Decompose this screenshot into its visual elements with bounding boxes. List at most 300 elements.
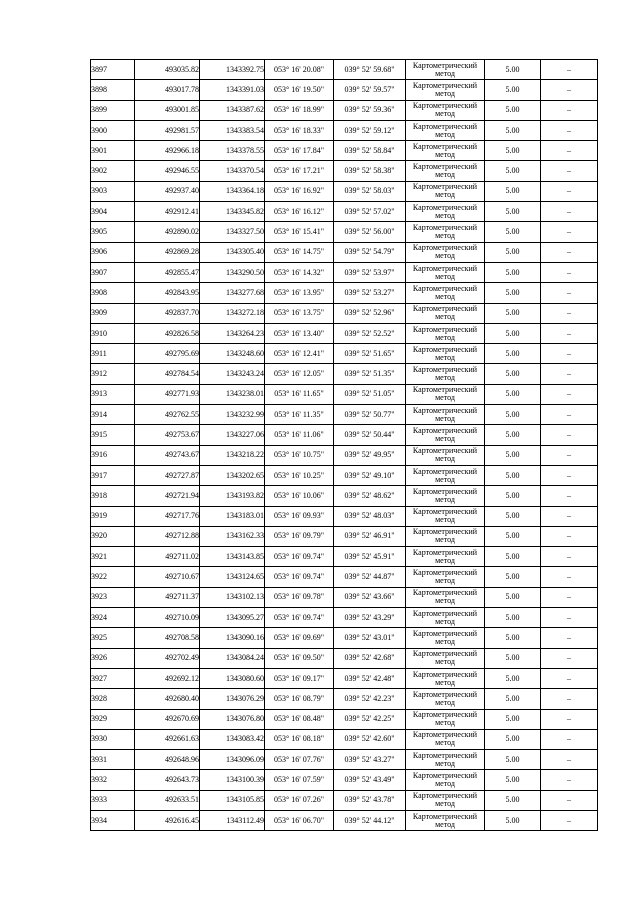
accuracy-cell: 5.00 <box>485 100 541 120</box>
table-row <box>91 547 598 567</box>
latitude-cell: 053° 16' 09.50" <box>265 648 334 668</box>
point-number-cell: 3904 <box>91 202 135 222</box>
table-row <box>91 648 598 668</box>
latitude-cell: 053° 16' 11.06" <box>265 425 334 445</box>
table-row <box>91 506 598 526</box>
latitude-cell: 053° 16' 14.75" <box>265 242 334 262</box>
y-coordinate-cell: 1343227.06 <box>200 425 265 445</box>
longitude-cell: 039° 52' 48.62" <box>334 486 406 506</box>
accuracy-cell: 5.00 <box>485 283 541 303</box>
longitude-cell: 039° 52' 43.29" <box>334 608 406 628</box>
method-cell <box>406 587 485 607</box>
method-line1: Картометрический <box>412 385 478 395</box>
method-line1: Картометрический <box>412 405 478 415</box>
note-cell: – <box>541 628 598 648</box>
method-cell <box>406 323 485 343</box>
note-cell: – <box>541 810 598 830</box>
note-cell: – <box>541 384 598 404</box>
point-number-cell: 3926 <box>91 648 135 668</box>
note-cell: – <box>541 364 598 384</box>
accuracy-cell: 5.00 <box>485 729 541 749</box>
y-coordinate-cell: 1343232.99 <box>200 405 265 425</box>
accuracy-cell: 5.00 <box>485 689 541 709</box>
method-cell <box>406 384 485 404</box>
method-cell <box>406 608 485 628</box>
table-row <box>91 628 598 648</box>
method-cell <box>406 120 485 140</box>
latitude-cell: 053° 16' 11.65" <box>265 384 334 404</box>
x-coordinate-cell: 492727.87 <box>135 465 200 485</box>
point-number-cell: 3898 <box>91 80 135 100</box>
method-line2: метод <box>435 677 455 687</box>
method-cell <box>406 709 485 729</box>
latitude-cell: 053° 16' 09.79" <box>265 526 334 546</box>
method-cell <box>406 60 485 80</box>
note-cell: – <box>541 770 598 790</box>
table-body <box>91 60 598 831</box>
method-cell <box>406 141 485 161</box>
method-line2: метод <box>435 68 455 78</box>
accuracy-cell: 5.00 <box>485 242 541 262</box>
table-row <box>91 161 598 181</box>
point-number-cell: 3922 <box>91 567 135 587</box>
point-number-cell: 3912 <box>91 364 135 384</box>
point-number-cell: 3897 <box>91 60 135 80</box>
longitude-cell: 039° 52' 46.91" <box>334 526 406 546</box>
note-cell: – <box>541 120 598 140</box>
note-cell: – <box>541 506 598 526</box>
accuracy-cell: 5.00 <box>485 547 541 567</box>
table-row <box>91 283 598 303</box>
method-line2: метод <box>435 129 455 139</box>
x-coordinate-cell: 492670.69 <box>135 709 200 729</box>
longitude-cell: 039° 52' 53.97" <box>334 262 406 282</box>
x-coordinate-cell: 492937.40 <box>135 181 200 201</box>
latitude-cell: 053° 16' 13.95" <box>265 283 334 303</box>
point-number-cell: 3913 <box>91 384 135 404</box>
method-cell <box>406 750 485 770</box>
accuracy-cell: 5.00 <box>485 587 541 607</box>
point-number-cell: 3921 <box>91 547 135 567</box>
point-number-cell: 3924 <box>91 608 135 628</box>
accuracy-cell: 5.00 <box>485 141 541 161</box>
accuracy-cell: 5.00 <box>485 465 541 485</box>
latitude-cell: 053° 16' 10.75" <box>265 445 334 465</box>
method-cell <box>406 628 485 648</box>
x-coordinate-cell: 492795.69 <box>135 344 200 364</box>
x-coordinate-cell: 492721.94 <box>135 486 200 506</box>
longitude-cell: 039° 52' 51.05" <box>334 384 406 404</box>
note-cell: – <box>541 202 598 222</box>
point-number-cell: 3907 <box>91 262 135 282</box>
y-coordinate-cell: 1343202.65 <box>200 465 265 485</box>
accuracy-cell: 5.00 <box>485 364 541 384</box>
y-coordinate-cell: 1343100.39 <box>200 770 265 790</box>
accuracy-cell: 5.00 <box>485 161 541 181</box>
method-line1: Картометрический <box>412 60 478 70</box>
longitude-cell: 039° 52' 58.38" <box>334 161 406 181</box>
accuracy-cell: 5.00 <box>485 770 541 790</box>
accuracy-cell: 5.00 <box>485 60 541 80</box>
x-coordinate-cell: 492981.57 <box>135 120 200 140</box>
x-coordinate-cell: 492616.45 <box>135 810 200 830</box>
y-coordinate-cell: 1343084.24 <box>200 648 265 668</box>
point-number-cell: 3905 <box>91 222 135 242</box>
longitude-cell: 039° 52' 58.03" <box>334 181 406 201</box>
y-coordinate-cell: 1343243.24 <box>200 364 265 384</box>
x-coordinate-cell: 492643.73 <box>135 770 200 790</box>
accuracy-cell: 5.00 <box>485 810 541 830</box>
accuracy-cell: 5.00 <box>485 202 541 222</box>
accuracy-cell: 5.00 <box>485 425 541 445</box>
point-number-cell: 3933 <box>91 790 135 810</box>
y-coordinate-cell: 1343193.82 <box>200 486 265 506</box>
method-line1: Картометрический <box>412 223 478 233</box>
x-coordinate-cell: 492784.54 <box>135 364 200 384</box>
point-number-cell: 3928 <box>91 689 135 709</box>
method-line2: метод <box>435 149 455 159</box>
method-cell <box>406 161 485 181</box>
method-cell <box>406 567 485 587</box>
method-line1: Картометрический <box>412 263 478 273</box>
method-cell <box>406 303 485 323</box>
accuracy-cell: 5.00 <box>485 384 541 404</box>
longitude-cell: 039° 52' 58.84" <box>334 141 406 161</box>
method-line1: Картометрический <box>412 344 478 354</box>
accuracy-cell: 5.00 <box>485 628 541 648</box>
latitude-cell: 053° 16' 20.08" <box>265 60 334 80</box>
longitude-cell: 039° 52' 43.27" <box>334 750 406 770</box>
x-coordinate-cell: 492890.02 <box>135 222 200 242</box>
method-line1: Картометрический <box>412 608 478 618</box>
table-row <box>91 790 598 810</box>
latitude-cell: 053° 16' 09.74" <box>265 608 334 628</box>
point-number-cell: 3934 <box>91 810 135 830</box>
point-number-cell: 3909 <box>91 303 135 323</box>
x-coordinate-cell: 492680.40 <box>135 689 200 709</box>
accuracy-cell: 5.00 <box>485 181 541 201</box>
point-number-cell: 3900 <box>91 120 135 140</box>
method-line1: Картометрический <box>412 811 478 821</box>
latitude-cell: 053° 16' 16.92" <box>265 181 334 201</box>
latitude-cell: 053° 16' 09.69" <box>265 628 334 648</box>
method-cell <box>406 689 485 709</box>
method-line2: метод <box>435 535 455 545</box>
point-number-cell: 3923 <box>91 587 135 607</box>
note-cell: – <box>541 262 598 282</box>
table-row <box>91 770 598 790</box>
point-number-cell: 3917 <box>91 465 135 485</box>
table-row <box>91 202 598 222</box>
method-line1: Картометрический <box>412 750 478 760</box>
y-coordinate-cell: 1343183.01 <box>200 506 265 526</box>
longitude-cell: 039° 52' 43.66" <box>334 587 406 607</box>
method-line1: Картометрический <box>412 486 478 496</box>
table-row <box>91 181 598 201</box>
longitude-cell: 039° 52' 52.52" <box>334 323 406 343</box>
y-coordinate-cell: 1343124.65 <box>200 567 265 587</box>
method-line1: Картометрический <box>412 689 478 699</box>
latitude-cell: 053° 16' 17.84" <box>265 141 334 161</box>
accuracy-cell: 5.00 <box>485 709 541 729</box>
point-number-cell: 3919 <box>91 506 135 526</box>
table-row <box>91 425 598 445</box>
longitude-cell: 039° 52' 42.23" <box>334 689 406 709</box>
y-coordinate-cell: 1343096.09 <box>200 750 265 770</box>
note-cell: – <box>541 323 598 343</box>
x-coordinate-cell: 492661.63 <box>135 729 200 749</box>
method-line2: метод <box>435 291 455 301</box>
method-cell <box>406 405 485 425</box>
y-coordinate-cell: 1343238.01 <box>200 384 265 404</box>
method-line2: метод <box>435 190 455 200</box>
y-coordinate-cell: 1343327.50 <box>200 222 265 242</box>
table-row <box>91 344 598 364</box>
accuracy-cell: 5.00 <box>485 80 541 100</box>
method-line1: Картометрический <box>412 425 478 435</box>
x-coordinate-cell: 492912.41 <box>135 202 200 222</box>
y-coordinate-cell: 1343218.22 <box>200 445 265 465</box>
method-line2: метод <box>435 251 455 261</box>
y-coordinate-cell: 1343143.85 <box>200 547 265 567</box>
method-cell <box>406 100 485 120</box>
method-cell <box>406 668 485 688</box>
point-number-cell: 3908 <box>91 283 135 303</box>
method-cell <box>406 425 485 445</box>
y-coordinate-cell: 1343162.33 <box>200 526 265 546</box>
accuracy-cell: 5.00 <box>485 506 541 526</box>
method-line2: метод <box>435 718 455 728</box>
method-line1: Картометрический <box>412 283 478 293</box>
method-line2: метод <box>435 231 455 241</box>
accuracy-cell: 5.00 <box>485 303 541 323</box>
longitude-cell: 039° 52' 42.60" <box>334 729 406 749</box>
latitude-cell: 053° 16' 09.74" <box>265 547 334 567</box>
longitude-cell: 039° 52' 49.10" <box>334 465 406 485</box>
method-line2: метод <box>435 636 455 646</box>
method-line1: Картометрический <box>412 446 478 456</box>
y-coordinate-cell: 1343392.75 <box>200 60 265 80</box>
longitude-cell: 039° 52' 48.03" <box>334 506 406 526</box>
x-coordinate-cell: 492966.18 <box>135 141 200 161</box>
x-coordinate-cell: 492843.95 <box>135 283 200 303</box>
table-row <box>91 120 598 140</box>
latitude-cell: 053° 16' 08.79" <box>265 689 334 709</box>
y-coordinate-cell: 1343387.62 <box>200 100 265 120</box>
point-number-cell: 3903 <box>91 181 135 201</box>
y-coordinate-cell: 1343378.55 <box>200 141 265 161</box>
note-cell: – <box>541 729 598 749</box>
note-cell: – <box>541 750 598 770</box>
method-line2: метод <box>435 494 455 504</box>
point-number-cell: 3901 <box>91 141 135 161</box>
longitude-cell: 039° 52' 51.35" <box>334 364 406 384</box>
method-line1: Картометрический <box>412 243 478 253</box>
note-cell: – <box>541 181 598 201</box>
y-coordinate-cell: 1343391.03 <box>200 80 265 100</box>
accuracy-cell: 5.00 <box>485 526 541 546</box>
method-cell <box>406 80 485 100</box>
latitude-cell: 053° 16' 15.41" <box>265 222 334 242</box>
note-cell: – <box>541 303 598 323</box>
y-coordinate-cell: 1343264.23 <box>200 323 265 343</box>
method-line2: метод <box>435 555 455 565</box>
method-line1: Картометрический <box>412 771 478 781</box>
method-line2: метод <box>435 170 455 180</box>
accuracy-cell: 5.00 <box>485 405 541 425</box>
accuracy-cell: 5.00 <box>485 668 541 688</box>
note-cell: – <box>541 587 598 607</box>
x-coordinate-cell: 492771.93 <box>135 384 200 404</box>
table-row <box>91 445 598 465</box>
latitude-cell: 053° 16' 18.99" <box>265 100 334 120</box>
longitude-cell: 039° 52' 44.12" <box>334 810 406 830</box>
longitude-cell: 039° 52' 42.48" <box>334 668 406 688</box>
latitude-cell: 053° 16' 17.21" <box>265 161 334 181</box>
latitude-cell: 053° 16' 08.48" <box>265 709 334 729</box>
table-row <box>91 364 598 384</box>
method-line2: метод <box>435 799 455 809</box>
method-line2: метод <box>435 616 455 626</box>
y-coordinate-cell: 1343345.82 <box>200 202 265 222</box>
table-row <box>91 567 598 587</box>
table-row <box>91 100 598 120</box>
point-number-cell: 3899 <box>91 100 135 120</box>
y-coordinate-cell: 1343105.85 <box>200 790 265 810</box>
method-line2: метод <box>435 779 455 789</box>
x-coordinate-cell: 492648.96 <box>135 750 200 770</box>
note-cell: – <box>541 344 598 364</box>
point-number-cell: 3931 <box>91 750 135 770</box>
method-line2: метод <box>435 271 455 281</box>
method-line1: Картометрический <box>412 162 478 172</box>
coordinates-table <box>90 59 598 831</box>
table-row <box>91 80 598 100</box>
y-coordinate-cell: 1343090.16 <box>200 628 265 648</box>
y-coordinate-cell: 1343076.80 <box>200 709 265 729</box>
accuracy-cell: 5.00 <box>485 120 541 140</box>
method-line1: Картометрический <box>412 710 478 720</box>
method-cell <box>406 770 485 790</box>
method-line1: Картометрический <box>412 568 478 578</box>
method-line1: Картометрический <box>412 649 478 659</box>
method-cell <box>406 181 485 201</box>
x-coordinate-cell: 492710.67 <box>135 567 200 587</box>
longitude-cell: 039° 52' 42.25" <box>334 709 406 729</box>
latitude-cell: 053° 16' 06.70" <box>265 810 334 830</box>
accuracy-cell: 5.00 <box>485 567 541 587</box>
accuracy-cell: 5.00 <box>485 344 541 364</box>
table-row <box>91 242 598 262</box>
note-cell: – <box>541 100 598 120</box>
x-coordinate-cell: 492743.67 <box>135 445 200 465</box>
point-number-cell: 3920 <box>91 526 135 546</box>
method-line1: Картометрический <box>412 628 478 638</box>
method-line2: метод <box>435 454 455 464</box>
point-number-cell: 3914 <box>91 405 135 425</box>
x-coordinate-cell: 492717.76 <box>135 506 200 526</box>
table-row <box>91 750 598 770</box>
table-row <box>91 689 598 709</box>
method-line2: метод <box>435 433 455 443</box>
y-coordinate-cell: 1343370.54 <box>200 161 265 181</box>
method-line2: метод <box>435 332 455 342</box>
method-line1: Картометрический <box>412 101 478 111</box>
accuracy-cell: 5.00 <box>485 445 541 465</box>
method-line2: метод <box>435 697 455 707</box>
longitude-cell: 039° 52' 59.57" <box>334 80 406 100</box>
latitude-cell: 053° 16' 08.18" <box>265 729 334 749</box>
latitude-cell: 053° 16' 13.40" <box>265 323 334 343</box>
y-coordinate-cell: 1343102.13 <box>200 587 265 607</box>
longitude-cell: 039° 52' 43.01" <box>334 628 406 648</box>
method-line1: Картометрический <box>412 791 478 801</box>
method-line1: Картометрический <box>412 547 478 557</box>
method-cell <box>406 202 485 222</box>
table-row <box>91 222 598 242</box>
latitude-cell: 053° 16' 10.06" <box>265 486 334 506</box>
longitude-cell: 039° 52' 49.95" <box>334 445 406 465</box>
method-line2: метод <box>435 413 455 423</box>
method-line2: метод <box>435 738 455 748</box>
method-line2: метод <box>435 758 455 768</box>
y-coordinate-cell: 1343080.60 <box>200 668 265 688</box>
table-row <box>91 323 598 343</box>
method-cell <box>406 364 485 384</box>
method-cell <box>406 222 485 242</box>
method-line1: Картометрический <box>412 527 478 537</box>
table-row <box>91 303 598 323</box>
method-line1: Картометрический <box>412 466 478 476</box>
method-line2: метод <box>435 515 455 525</box>
point-number-cell: 3929 <box>91 709 135 729</box>
longitude-cell: 039° 52' 43.78" <box>334 790 406 810</box>
table-row <box>91 384 598 404</box>
accuracy-cell: 5.00 <box>485 323 541 343</box>
note-cell: – <box>541 283 598 303</box>
method-line1: Картометрический <box>412 730 478 740</box>
longitude-cell: 039° 52' 50.44" <box>334 425 406 445</box>
method-line2: метод <box>435 210 455 220</box>
method-line2: метод <box>435 373 455 383</box>
longitude-cell: 039° 52' 59.68" <box>334 60 406 80</box>
table-row <box>91 60 598 80</box>
latitude-cell: 053° 16' 14.32" <box>265 262 334 282</box>
longitude-cell: 039° 52' 42.68" <box>334 648 406 668</box>
latitude-cell: 053° 16' 07.59" <box>265 770 334 790</box>
method-cell <box>406 344 485 364</box>
note-cell: – <box>541 222 598 242</box>
x-coordinate-cell: 492855.47 <box>135 262 200 282</box>
y-coordinate-cell: 1343076.29 <box>200 689 265 709</box>
method-cell <box>406 242 485 262</box>
method-line1: Картометрический <box>412 507 478 517</box>
point-number-cell: 3911 <box>91 344 135 364</box>
longitude-cell: 039° 52' 50.77" <box>334 405 406 425</box>
table-row <box>91 587 598 607</box>
y-coordinate-cell: 1343277.68 <box>200 283 265 303</box>
latitude-cell: 053° 16' 12.05" <box>265 364 334 384</box>
note-cell: – <box>541 790 598 810</box>
latitude-cell: 053° 16' 10.25" <box>265 465 334 485</box>
y-coordinate-cell: 1343364.18 <box>200 181 265 201</box>
y-coordinate-cell: 1343272.18 <box>200 303 265 323</box>
method-cell <box>406 526 485 546</box>
table-row <box>91 262 598 282</box>
note-cell: – <box>541 405 598 425</box>
note-cell: – <box>541 567 598 587</box>
method-line1: Картометрический <box>412 141 478 151</box>
